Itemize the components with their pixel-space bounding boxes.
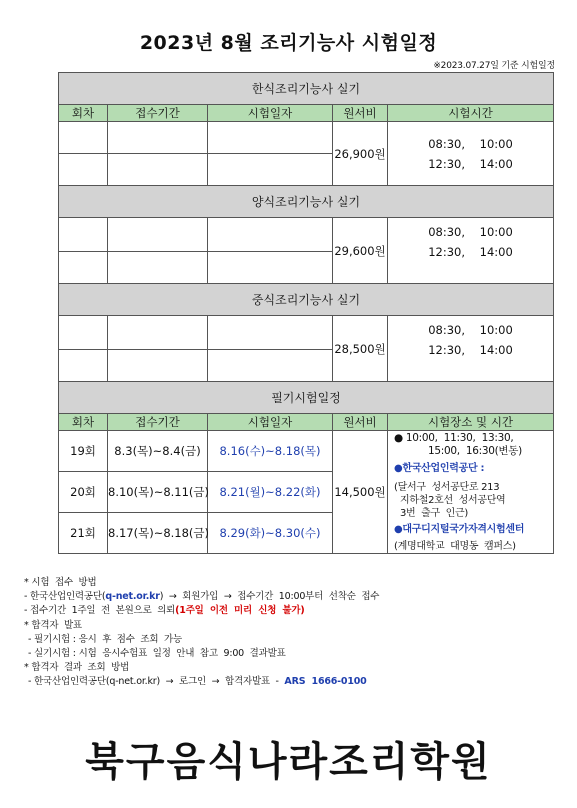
- period-cell: 8.3(목)~8.4(금): [108, 431, 208, 472]
- empty-cell: [59, 154, 108, 186]
- note-text: - 한국산업인력공단(q-net.or.kr) → 로그인 → 합격자발표 -: [28, 676, 285, 688]
- period-cell: 8.17(목)~8.18(금): [108, 513, 208, 554]
- header-round: 회차: [59, 414, 108, 431]
- section-title-chinese: 중식조리기능사 실기: [59, 284, 554, 316]
- venue-address: 3번 출구 인근): [400, 508, 468, 519]
- header-date: 시험일자: [208, 105, 333, 122]
- venue-address: 지하철2호선 성서공단역: [400, 495, 506, 506]
- empty-cell: [208, 122, 333, 154]
- header-date: 시험일자: [208, 414, 333, 431]
- page-title: 2023년 8월 조리기능사 시험일정: [139, 32, 438, 54]
- time-row: 08:30, 10:00: [428, 323, 513, 337]
- time-row: 08:30, 10:00: [428, 136, 513, 151]
- times-korean: [388, 122, 554, 186]
- section-title-korean: 한식조리기능사 실기: [59, 73, 554, 105]
- note-line: * 시험 접수 방법: [24, 577, 97, 588]
- header-fee: 원서비: [333, 414, 388, 431]
- header-time: 시험시간: [388, 105, 554, 122]
- empty-cell: [108, 316, 208, 350]
- empty-cell: [108, 350, 208, 382]
- note-line: - 필기시험 : 응시 후 점수 조회 가능: [28, 633, 182, 645]
- fee-western: 29,600원: [333, 218, 388, 284]
- note-text: - 접수기간 1주일 전 본원으로 의뢰: [24, 605, 176, 617]
- venue-org-digital: ●대구디지털국가자격시험센터: [394, 524, 525, 535]
- notes: [24, 576, 554, 690]
- venue-org-hrdk: ●한국산업인력공단 :: [394, 463, 485, 474]
- date-cell: 8.29(화)~8.30(수): [208, 513, 333, 554]
- empty-cell: [108, 218, 208, 252]
- fee-korean: 26,900원: [333, 122, 388, 186]
- times-chinese: [388, 316, 554, 382]
- empty-cell: [59, 316, 108, 350]
- section-title-written: 필기시험일정: [59, 382, 554, 414]
- empty-cell: [59, 252, 108, 284]
- header-venue: 시험장소 및 시간: [388, 414, 554, 431]
- section-title-western: 양식조리기능사 실기: [59, 186, 554, 218]
- note-text: ) → 회원가입 → 접수기간 10:00부터 선착순 접수: [159, 591, 380, 603]
- note-line: * 합격자 발표: [24, 619, 82, 631]
- note-text: - 한국산업인력공단(: [24, 591, 106, 603]
- round-cell: 19회: [59, 431, 108, 472]
- empty-cell: [108, 252, 208, 284]
- venue-times: ● 10:00, 11:30, 13:30,: [394, 432, 514, 444]
- note-line: [24, 590, 554, 604]
- schedule-table: [58, 72, 554, 554]
- qnet-link[interactable]: q-net.or.kr: [105, 591, 160, 603]
- empty-cell: [59, 350, 108, 382]
- ars-phone: ARS 1666-0100: [284, 676, 367, 688]
- date-cell: 8.16(수)~8.18(목): [208, 431, 333, 472]
- time-row: 12:30, 14:00: [428, 245, 513, 259]
- header-period: 접수기간: [108, 414, 208, 431]
- empty-cell: [208, 218, 333, 252]
- empty-cell: [208, 316, 333, 350]
- empty-cell: [108, 122, 208, 154]
- note-line: * 합격자 결과 조회 방법: [24, 662, 130, 674]
- empty-cell: [59, 122, 108, 154]
- fee-chinese: 28,500원: [333, 316, 388, 382]
- header-period: 접수기간: [108, 105, 208, 122]
- as-of-date: ※2023.07.27일 기준 시험일정: [433, 61, 555, 71]
- empty-cell: [208, 154, 333, 186]
- empty-cell: [208, 350, 333, 382]
- time-row: 12:30, 14:00: [428, 156, 513, 171]
- round-cell: 20회: [59, 472, 108, 513]
- empty-cell: [59, 218, 108, 252]
- date-cell: 8.21(월)~8.22(화): [208, 472, 333, 513]
- header-fee: 원서비: [333, 105, 388, 122]
- time-row: 08:30, 10:00: [428, 225, 513, 239]
- note-line: [24, 675, 554, 689]
- times-western: [388, 218, 554, 284]
- venue-address: (달서구 성서공단로 213: [394, 482, 500, 493]
- venue-address: (계명대학교 대명동 캠퍼스): [394, 541, 516, 552]
- fee-written: 14,500원: [333, 431, 388, 554]
- period-cell: 8.10(목)~8.11(금): [108, 472, 208, 513]
- venue-times: 15:00, 16:30(변동): [428, 445, 522, 457]
- empty-cell: [108, 154, 208, 186]
- academy-name: 북구음식나라조리학원: [85, 739, 492, 785]
- round-cell: 21회: [59, 513, 108, 554]
- note-line: - 실기시험 : 시험 응시수험표 일정 안내 참고 9:00 결과발표: [28, 648, 286, 660]
- warning-text: (1주일 이전 미리 신청 불가): [175, 605, 305, 617]
- header-round: 회차: [59, 105, 108, 122]
- note-line: [24, 604, 554, 618]
- venue-cell: [388, 431, 554, 554]
- empty-cell: [208, 252, 333, 284]
- time-row: 12:30, 14:00: [428, 343, 513, 357]
